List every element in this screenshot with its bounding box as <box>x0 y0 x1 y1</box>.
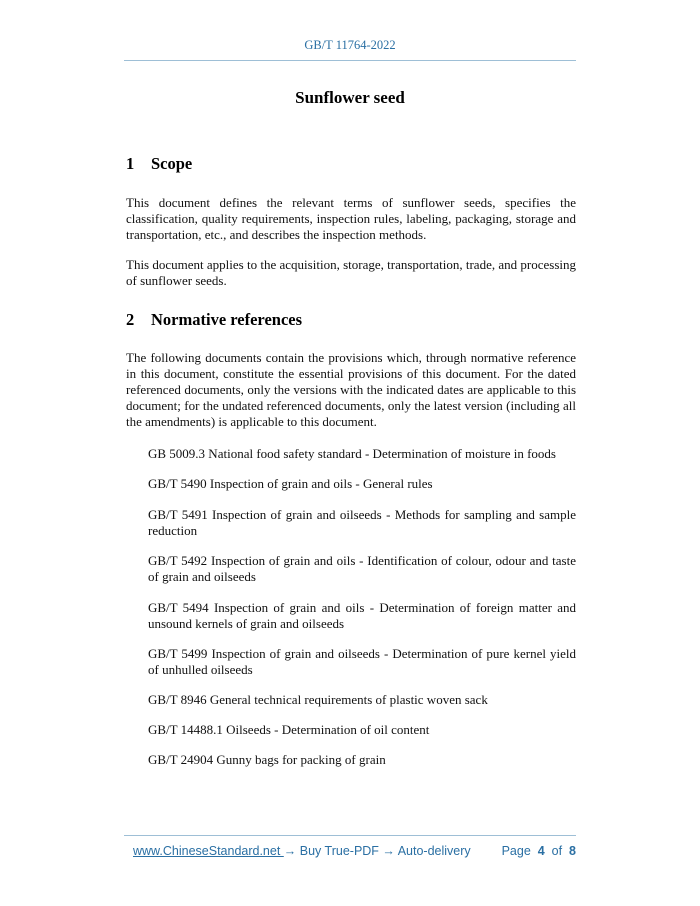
reference-item: GB/T 5494 Inspection of grain and oils - Determination of foreign matter and unsound kernels of grain and oilseeds <box>148 600 576 631</box>
section-number: 1 <box>126 154 135 173</box>
footer-promo <box>133 844 471 858</box>
scope-paragraph-1: This document defines the relevant terms of sunflower seeds, specifies the classification, quality requirements, inspection rules, labeling, packaging, storage and transportation, etc., and describes the inspection methods. <box>126 195 576 242</box>
chinesestandard-link[interactable]: www.ChineseStandard.net <box>133 844 284 858</box>
reference-item: GB/T 5491 Inspection of grain and oilseeds - Methods for sampling and sample reduction <box>148 507 576 538</box>
reference-item: GB/T 5492 Inspection of grain and oils - Identification of colour, odour and taste of grain and oilseeds <box>148 553 576 584</box>
reference-item: GB/T 24904 Gunny bags for packing of grain <box>148 752 386 767</box>
reference-item: GB 5009.3 National food safety standard - Determination of moisture in foods <box>148 446 556 461</box>
page-footer <box>133 844 576 858</box>
reference-item: GB/T 5499 Inspection of grain and oilseeds - Determination of pure kernel yield of unhulled oilseeds <box>148 646 576 677</box>
total-pages: 8 <box>569 844 576 858</box>
reference-item: GB/T 14488.1 Oilseeds - Determination of oil content <box>148 722 430 737</box>
header-divider <box>124 60 576 61</box>
section-heading-scope <box>126 154 576 174</box>
current-page: 4 <box>537 844 545 858</box>
section-title: Scope <box>151 154 193 173</box>
promo-text: → Buy True-PDF → Auto-delivery <box>283 844 471 858</box>
footer-divider <box>124 835 576 836</box>
reference-item: GB/T 8946 General technical requirements of plastic woven sack <box>148 692 488 707</box>
normative-references-intro: The following documents contain the provisions which, through normative reference in this document, constitute the essential provisions of this document. For the dated referenced documents, only the versions with the indicated dates are applicable to this document; for the undated referenced documents, only the latest version (including all the amendments) is applicable to this document. <box>126 350 576 429</box>
scope-paragraph-2: This document applies to the acquisition, storage, transportation, trade, and processing of sunflower seeds. <box>126 257 576 288</box>
page-indicator: Page 4 of 8 <box>501 844 576 858</box>
document-title: Sunflower seed <box>295 88 405 107</box>
section-number: 2 <box>126 310 135 329</box>
section-heading-normative-references <box>126 310 576 330</box>
standard-code-header: GB/T 11764-2022 <box>304 38 396 52</box>
reference-item: GB/T 5490 Inspection of grain and oils - General rules <box>148 476 433 491</box>
section-title: Normative references <box>151 310 303 329</box>
